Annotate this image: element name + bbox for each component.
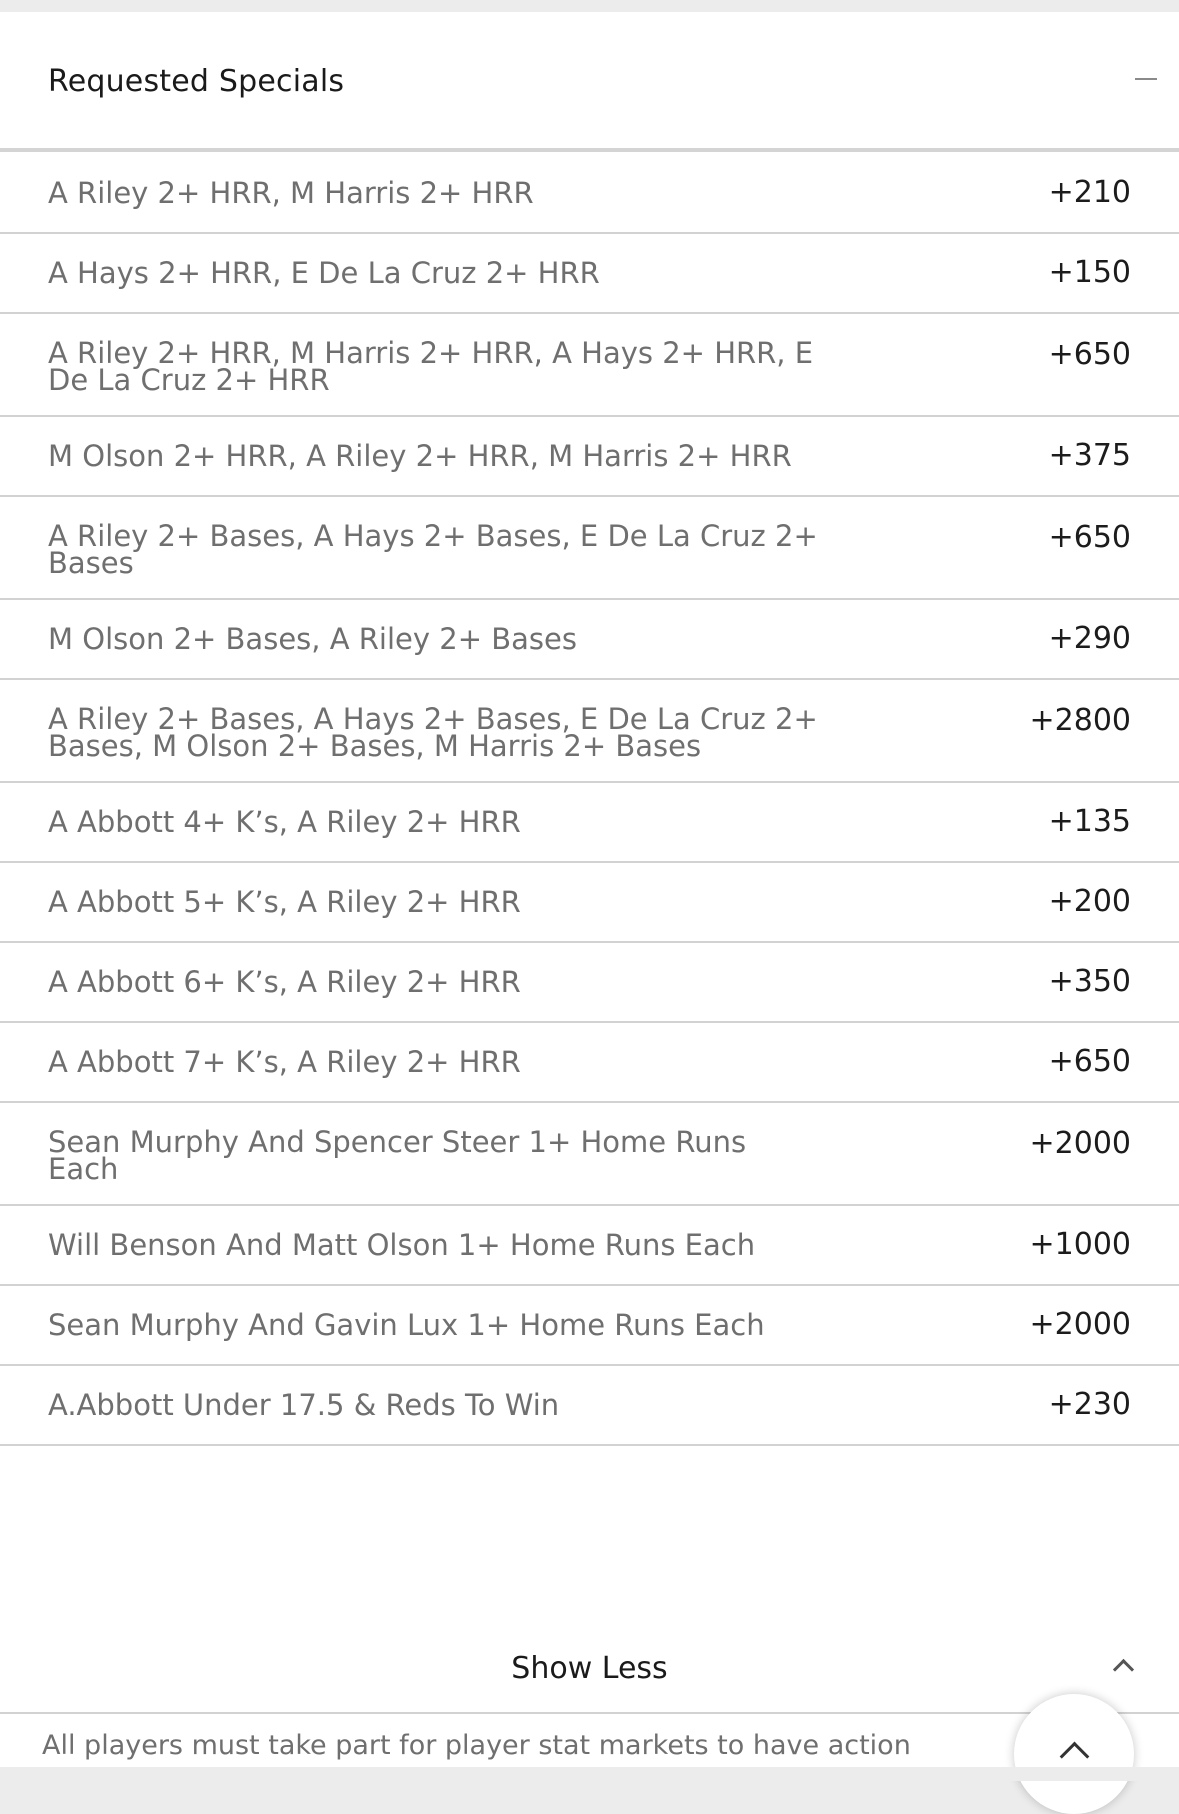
special-label: A Hays 2+ HRR, E De La Cruz 2+ HRR [48, 255, 600, 290]
requested-specials-panel [0, 12, 1179, 1767]
special-label: Sean Murphy And Gavin Lux 1+ Home Runs Each [48, 1307, 765, 1342]
special-row[interactable] [0, 497, 1179, 600]
special-odds[interactable]: +2800 [1029, 703, 1131, 738]
special-odds[interactable]: +1000 [1029, 1227, 1131, 1262]
special-odds[interactable]: +2000 [1029, 1307, 1131, 1342]
special-row[interactable] [0, 234, 1179, 314]
minus-icon[interactable] [1135, 78, 1157, 80]
section-title: Requested Specials [48, 64, 345, 99]
special-odds[interactable]: +650 [1048, 520, 1131, 555]
special-row[interactable] [0, 863, 1179, 943]
special-row[interactable] [0, 1023, 1179, 1103]
special-label: A Abbott 5+ K’s, A Riley 2+ HRR [48, 884, 521, 919]
special-odds[interactable]: +290 [1048, 621, 1131, 656]
special-label: A Riley 2+ Bases, A Hays 2+ Bases, E De La Cruz 2+ Bases [48, 519, 818, 580]
special-label: A Riley 2+ HRR, M Harris 2+ HRR, A Hays 2+ HRR, E De La Cruz 2+ HRR [48, 336, 814, 397]
special-label: A Riley 2+ HRR, M Harris 2+ HRR [48, 175, 534, 210]
special-label: A Riley 2+ Bases, A Hays 2+ Bases, E De La Cruz 2+ Bases, M Olson 2+ Bases, M Harris 2+ Bases [48, 702, 818, 763]
special-row[interactable] [0, 314, 1179, 417]
page-background-strip [0, 1767, 1179, 1781]
special-row[interactable] [0, 680, 1179, 783]
scroll-to-top-button[interactable] [1014, 1694, 1134, 1814]
special-label: A Abbott 6+ K’s, A Riley 2+ HRR [48, 964, 521, 999]
special-odds[interactable]: +210 [1048, 175, 1131, 210]
special-label: M Olson 2+ HRR, A Riley 2+ HRR, M Harris 2+ HRR [48, 438, 792, 473]
special-row[interactable] [0, 1206, 1179, 1286]
special-row[interactable] [0, 943, 1179, 1023]
special-label: Sean Murphy And Spencer Steer 1+ Home Runs Each [48, 1125, 747, 1186]
special-row[interactable] [0, 1366, 1179, 1446]
special-row[interactable] [0, 154, 1179, 234]
show-less-label: Show Less [511, 1650, 668, 1686]
special-row[interactable] [0, 417, 1179, 497]
special-label: A Abbott 4+ K’s, A Riley 2+ HRR [48, 804, 521, 839]
special-label: M Olson 2+ Bases, A Riley 2+ Bases [48, 621, 577, 656]
special-odds[interactable]: +230 [1048, 1387, 1131, 1422]
special-odds[interactable]: +2000 [1029, 1126, 1131, 1161]
section-header[interactable] [0, 12, 1179, 152]
footer-note: All players must take part for player stat markets to have action [42, 1730, 911, 1761]
special-label: A.Abbott Under 17.5 & Reds To Win [48, 1387, 560, 1422]
special-row[interactable] [0, 600, 1179, 680]
special-odds[interactable]: +150 [1048, 255, 1131, 290]
special-odds[interactable]: +200 [1048, 884, 1131, 919]
special-row[interactable] [0, 783, 1179, 863]
special-row[interactable] [0, 1286, 1179, 1366]
special-label: A Abbott 7+ K’s, A Riley 2+ HRR [48, 1044, 521, 1079]
specials-list [0, 154, 1179, 1446]
special-odds[interactable]: +375 [1048, 438, 1131, 473]
special-label: Will Benson And Matt Olson 1+ Home Runs Each [48, 1227, 756, 1262]
show-less-button[interactable] [0, 1624, 1179, 1714]
special-odds[interactable]: +135 [1048, 804, 1131, 839]
special-row[interactable] [0, 1103, 1179, 1206]
special-odds[interactable]: +350 [1048, 964, 1131, 999]
special-odds[interactable]: +650 [1048, 337, 1131, 372]
special-odds[interactable]: +650 [1048, 1044, 1131, 1079]
